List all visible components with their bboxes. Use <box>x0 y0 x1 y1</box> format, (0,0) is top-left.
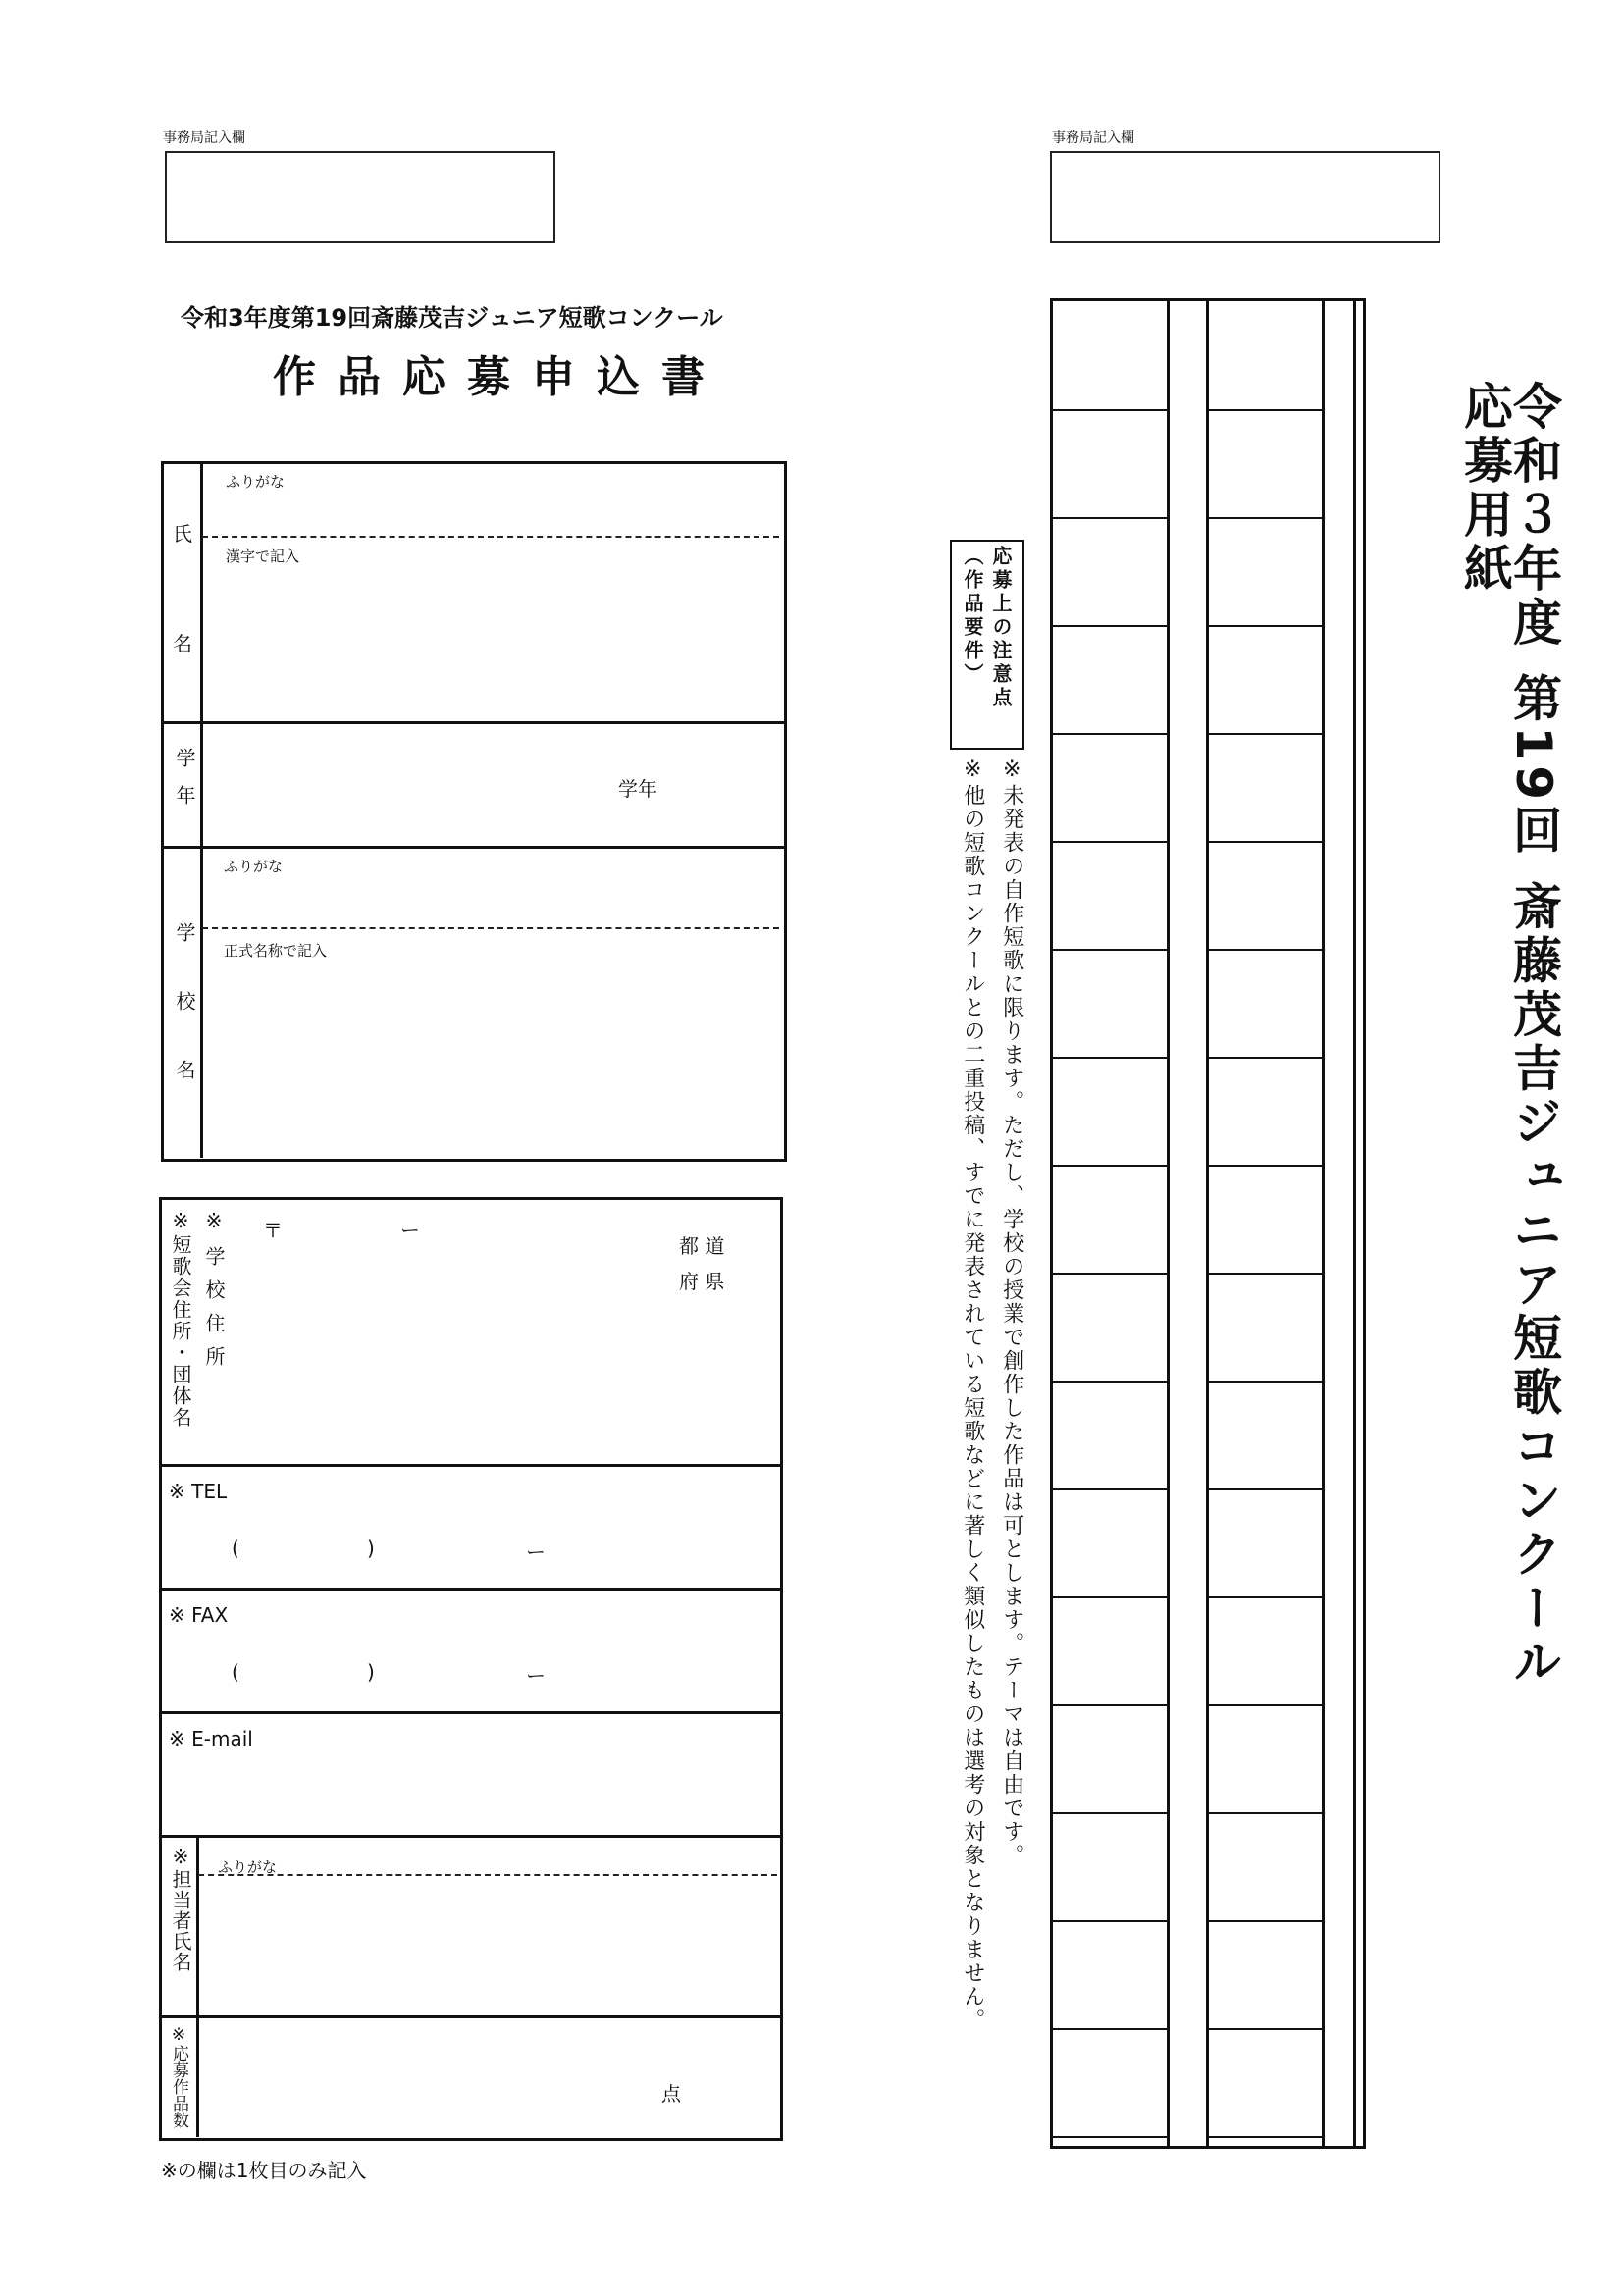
notes-heading-box <box>950 540 1024 750</box>
count-label: ※応募作品数 <box>169 2025 188 2128</box>
tel-field[interactable] <box>226 1521 756 1580</box>
note-1: ※未発表の自作短歌に限ります。ただし、学校の授業で創作した作品は可とします。テーマは自由です。 <box>999 757 1024 1867</box>
name-label-bottom: 名 <box>173 632 192 655</box>
right-page-title: 令和３年度 第19回 斎藤茂吉ジュニア短歌コンクール応募用紙 <box>1456 381 1562 1691</box>
person-name-field[interactable] <box>200 1878 777 2011</box>
school-name-label: 学校名 <box>173 922 196 1128</box>
prefecture-top: 都 道 <box>679 1234 725 1258</box>
person-furigana-field[interactable] <box>200 1839 777 1872</box>
note-2: ※他の短歌コンクールとの二重投稿、すでに発表されている短歌などに著しく類似したものは選考の対象となりません。 <box>960 757 985 2032</box>
postal-mark: 〒 <box>263 1219 283 1242</box>
name-label-top: 氏 <box>173 522 192 546</box>
email-label: ※ E-mail <box>169 1727 253 1750</box>
name-kanji-field[interactable] <box>202 540 779 718</box>
school-official-field[interactable] <box>202 932 779 1154</box>
grade-field[interactable] <box>202 726 614 842</box>
form-title: 作品応募申込書 <box>273 352 726 402</box>
tel-paren-open: ( <box>232 1537 239 1560</box>
tanka-grid <box>1050 298 1366 2149</box>
footnote: ※の欄は1枚目のみ記入 <box>161 2159 367 2182</box>
count-unit: 点 <box>661 2082 681 2106</box>
school-furigana-field[interactable] <box>202 850 779 924</box>
tanka-column-2[interactable] <box>1208 301 1322 2146</box>
school-official-label: 正式名称で記入 <box>224 942 328 960</box>
name-furigana-field[interactable] <box>202 465 779 534</box>
count-field[interactable] <box>200 2019 652 2133</box>
grade-label: 学年 <box>173 748 196 822</box>
office-use-box-left[interactable] <box>165 151 555 243</box>
fax-dash: ー <box>526 1664 546 1688</box>
tanka-column-1[interactable] <box>1053 301 1167 2146</box>
address-label-group: ※短歌会住所・団体名 <box>169 1209 192 1429</box>
grade-suffix: 学年 <box>618 777 657 801</box>
fax-label: ※ FAX <box>169 1603 229 1627</box>
person-label: ※担当者氏名 <box>169 1845 192 1972</box>
tel-label: ※ TEL <box>169 1480 228 1503</box>
office-use-box-right[interactable] <box>1050 151 1440 243</box>
fax-field[interactable] <box>226 1644 756 1703</box>
prefecture-bottom: 府 県 <box>679 1270 725 1293</box>
fax-paren-open: ( <box>232 1660 239 1684</box>
name-kanji-label: 漢字で記入 <box>226 548 300 565</box>
address-label-school: ※学校住所 <box>202 1209 226 1380</box>
office-use-label-right: 事務局記入欄 <box>1052 130 1134 146</box>
school-furigana-label: ふりがな <box>224 858 284 875</box>
tel-dash: ー <box>526 1540 546 1564</box>
tel-paren-close: ) <box>367 1537 375 1560</box>
email-field[interactable] <box>167 1762 765 1827</box>
notes-heading: 応募上の注意点（作品要件） <box>961 546 1013 710</box>
fax-paren-close: ) <box>367 1660 375 1684</box>
contest-title: 令和3年度第19回斎藤茂吉ジュニア短歌コンクール <box>181 304 723 332</box>
postal-dash: ー <box>400 1219 420 1242</box>
name-furigana-label: ふりがな <box>226 473 286 491</box>
office-use-label-left: 事務局記入欄 <box>163 130 245 146</box>
address-field[interactable] <box>236 1203 667 1460</box>
person-furigana-label: ふりがな <box>218 1858 278 1876</box>
